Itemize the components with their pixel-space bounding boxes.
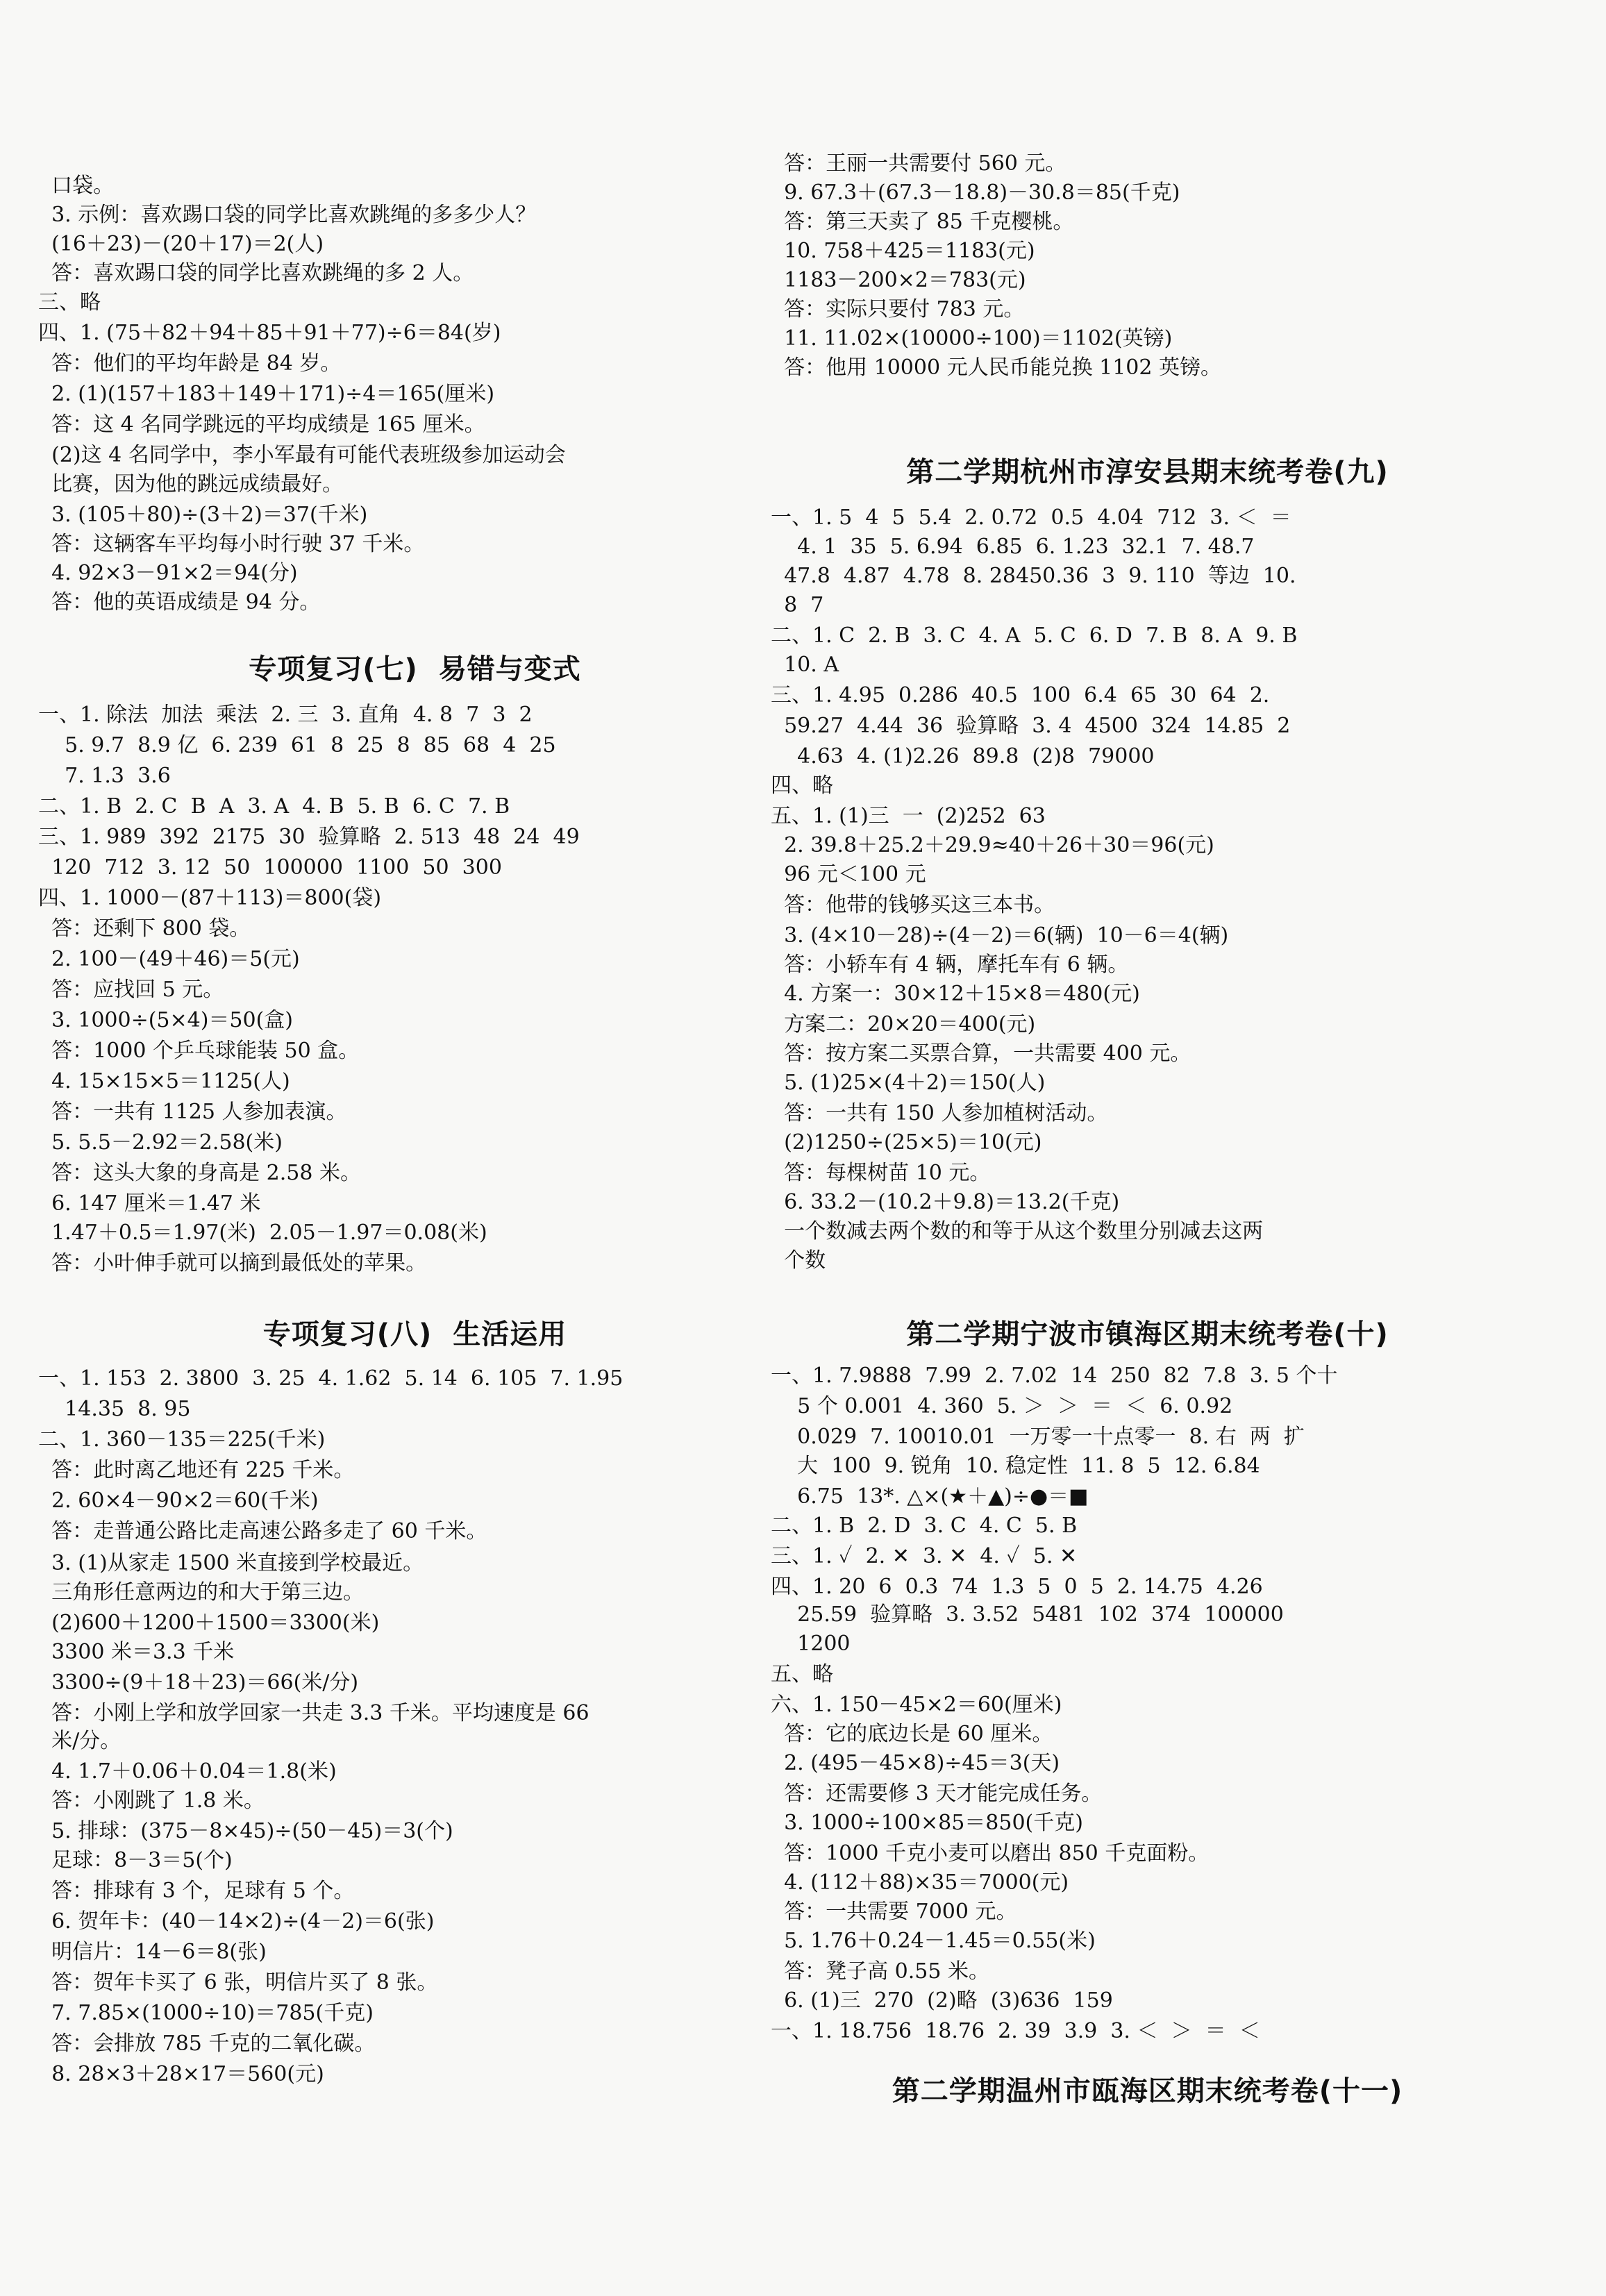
right-answer-line: 5. 1.76＋0.24－1.45＝0.55(米)	[771, 1929, 1096, 1953]
left-answer-line: 答：他们的平均年龄是 84 岁。	[38, 351, 342, 376]
right-answer-line: 答：第三天卖了 85 千克樱桃。	[771, 210, 1074, 234]
left-answer-line: 三、略	[38, 290, 101, 315]
right-answer-line: 4.63 4. (1)2.26 89.8 (2)8 79000	[771, 744, 1155, 769]
right-section-heading: 第二学期杭州市淳安县期末统考卷(九)	[906, 456, 1389, 488]
right-answer-line: 答：一共需要 7000 元。	[771, 1900, 1017, 1924]
left-answer-line: 5. 5.5－2.92＝2.58(米)	[38, 1130, 283, 1155]
right-answer-line: 三、1. 4.95 0.286 40.5 100 6.4 65 30 64 2.	[771, 683, 1270, 707]
left-answer-line: 4. 15×15×5＝1125(人)	[38, 1069, 290, 1093]
left-answer-line: 5. 9.7 8.9 亿 6. 239 61 8 25 8 85 68 4 25	[38, 733, 556, 757]
right-answer-line: 0.029 7. 10010.01 一万零一十点零一 8. 右 两 扩	[771, 1425, 1305, 1449]
right-answer-line: (2)1250÷(25×5)＝10(元)	[771, 1130, 1042, 1155]
right-answer-line: 25.59 验算略 3. 3.52 5481 102 374 100000	[771, 1602, 1284, 1627]
right-answer-line: 四、略	[771, 773, 833, 798]
left-answer-line: 2. (1)(157＋183＋149＋171)÷4＝165(厘米)	[38, 382, 495, 406]
left-answer-line: 一、1. 除法 加法 乘法 2. 三 3. 直角 4. 8 7 3 2	[38, 703, 533, 727]
left-answer-line: 3. 示例：喜欢踢口袋的同学比喜欢跳绳的多多少人？	[38, 203, 537, 227]
left-answer-line: 答：他的英语成绩是 94 分。	[38, 590, 321, 614]
right-answer-line: 答：他带的钱够买这三本书。	[771, 893, 1055, 917]
left-answer-line: 二、1. B 2. C B A 3. A 4. B 5. B 6. C 7. B	[38, 794, 510, 819]
right-answer-line: 10. A	[771, 653, 839, 677]
left-answer-line: 8. 28×3＋28×17＝560(元)	[38, 2062, 324, 2086]
right-answer-line: 个数	[771, 1248, 826, 1273]
right-answer-line: 六、1. 150－45×2＝60(厘米)	[771, 1693, 1062, 1717]
right-answer-line: 答：王丽一共需要付 560 元。	[771, 151, 1067, 176]
left-answer-line: 米/分。	[38, 1729, 122, 1753]
right-answer-line: 方案二：20×20＝400(元)	[771, 1012, 1036, 1037]
right-answer-line: 答：凳子高 0.55 米。	[771, 1959, 989, 1984]
right-answer-line: 大 100 9. 锐角 10. 稳定性 11. 8 5 12. 6.84	[771, 1454, 1260, 1478]
left-answer-line: 14.35 8. 95	[38, 1397, 191, 1421]
right-answer-line: 答：还需要修 3 天才能完成任务。	[771, 1782, 1103, 1806]
right-answer-line: 4. 1 35 5. 6.94 6.85 6. 1.23 32.1 7. 48.7	[771, 535, 1255, 559]
right-answer-line: 3. 1000÷100×85＝850(千克)	[771, 1811, 1083, 1835]
left-answer-line: 7. 1.3 3.6	[38, 764, 171, 788]
right-answer-line: 答：它的底边长是 60 厘米。	[771, 1722, 1053, 1746]
left-answer-line: 答：还剩下 800 袋。	[38, 916, 251, 941]
left-answer-line: 6. 贺年卡：(40－14×2)÷(4－2)＝6(张)	[38, 1909, 435, 1934]
left-answer-line: 答：1000 个乒乓球能装 50 盒。	[38, 1039, 360, 1063]
right-answer-line: 9. 67.3＋(67.3－18.8)－30.8＝85(千克)	[771, 181, 1180, 205]
left-answer-line: 四、1. (75＋82＋94＋85＋91＋77)÷6＝84(岁)	[38, 321, 501, 345]
left-answer-line: 答：走普通公路比走高速公路多走了 60 千米。	[38, 1519, 487, 1543]
left-answer-line: 四、1. 1000－(87＋113)＝800(袋)	[38, 886, 382, 910]
right-answer-line: 答：实际只要付 783 元。	[771, 297, 1025, 321]
right-answer-line: 答：他用 10000 元人民币能兑换 1102 英镑。	[771, 355, 1221, 380]
left-answer-line: 3300 米＝3.3 千米	[38, 1640, 235, 1664]
left-answer-line: (2)这 4 名同学中，李小军最有可能代表班级参加运动会	[38, 443, 566, 467]
left-answer-line: 答：应找回 5 元。	[38, 978, 224, 1002]
left-section-heading: 专项复习(八) 生活运用	[262, 1318, 567, 1350]
left-answer-line: 5. 排球：(375－8×45)÷(50－45)＝3(个)	[38, 1819, 453, 1843]
left-answer-line: 3. (105＋80)÷(3＋2)＝37(千米)	[38, 503, 368, 527]
left-section-heading: 专项复习(七) 易错与变式	[249, 653, 581, 685]
left-answer-line: 4. 92×3－91×2＝94(分)	[38, 561, 298, 585]
right-answer-line: 二、1. B 2. D 3. C 4. C 5. B	[771, 1514, 1078, 1538]
right-answer-line: 2. (495－45×8)÷45＝3(天)	[771, 1751, 1060, 1775]
right-answer-line: 答：1000 千克小麦可以磨出 850 千克面粉。	[771, 1841, 1210, 1866]
right-answer-line: 答：小轿车有 4 辆，摩托车有 6 辆。	[771, 953, 1129, 977]
left-answer-line: 答：这头大象的身高是 2.58 米。	[38, 1161, 361, 1185]
right-answer-line: 答：一共有 150 人参加植树活动。	[771, 1101, 1108, 1125]
right-answer-line: 1200	[771, 1632, 851, 1656]
left-answer-line: 答：一共有 1125 人参加表演。	[38, 1100, 347, 1124]
left-answer-line: 7. 7.85×(1000÷10)＝785(千克)	[38, 2001, 374, 2025]
right-answer-line: 5 个 0.001 4. 360 5. ＞ ＞ ＝ ＜ 6. 0.92	[771, 1394, 1233, 1418]
left-answer-line: 3300÷(9＋18＋23)＝66(米/分)	[38, 1670, 359, 1695]
left-answer-line: 答：喜欢踢口袋的同学比喜欢跳绳的多 2 人。	[38, 261, 474, 285]
right-section-heading: 第二学期温州市瓯海区期末统考卷(十一)	[892, 2075, 1403, 2107]
left-answer-line: 答：会排放 785 千克的二氧化碳。	[38, 2031, 376, 2056]
right-answer-line: 四、1. 20 6 0.3 74 1.3 5 0 5 2. 14.75 4.26	[771, 1575, 1263, 1599]
left-answer-line: 三、1. 989 392 2175 30 验算略 2. 513 48 24 49	[38, 825, 580, 849]
right-section-heading: 第二学期宁波市镇海区期末统考卷(十)	[906, 1318, 1389, 1350]
left-answer-line: 三角形任意两边的和大于第三边。	[38, 1580, 365, 1604]
left-answer-line: 口袋。	[38, 174, 115, 198]
left-answer-line: 3. 1000÷(5×4)＝50(盒)	[38, 1008, 294, 1032]
right-answer-line: 5. (1)25×(4＋2)＝150(人)	[771, 1071, 1046, 1095]
right-answer-line: 96 元＜100 元	[771, 862, 926, 887]
right-answer-line: 一个数减去两个数的和等于从这个数里分别减去这两	[771, 1219, 1264, 1243]
left-answer-line: 一、1. 153 2. 3800 3. 25 4. 1.62 5. 14 6. 105 7. 1.95	[38, 1366, 624, 1391]
right-answer-line: 答：按方案二买票合算，一共需要 400 元。	[771, 1041, 1191, 1066]
right-answer-line: 五、略	[771, 1662, 833, 1686]
right-answer-line: 1183－200×2＝783(元)	[771, 268, 1026, 292]
right-answer-line: 三、1. ✓ 2. ✕ 3. ✕ 4. ✓ 5. ✕	[771, 1544, 1078, 1568]
right-answer-line: 答：每棵树苗 10 元。	[771, 1161, 991, 1185]
left-answer-line: 4. 1.7＋0.06＋0.04＝1.8(米)	[38, 1759, 337, 1784]
left-answer-line: 足球：8－3＝5(个)	[38, 1848, 233, 1872]
right-answer-line: 一、1. 18.756 18.76 2. 39 3.9 3. ＜ ＞ ＝ ＜	[771, 2019, 1260, 2043]
left-answer-line: 3. (1)从家走 1500 米直接到学校最近。	[38, 1551, 424, 1575]
left-answer-line: 答：此时离乙地还有 225 千米。	[38, 1458, 355, 1482]
left-answer-line: 答：小刚上学和放学回家一共走 3.3 千米。平均速度是 66	[38, 1701, 589, 1725]
right-answer-line: 6. (1)三 270 (2)略 (3)636 159	[771, 1988, 1113, 2013]
left-answer-line: 答：小叶伸手就可以摘到最低处的苹果。	[38, 1251, 427, 1275]
right-answer-line: 11. 11.02×(10000÷100)＝1102(英镑)	[771, 326, 1173, 351]
left-answer-line: (16＋23)－(20＋17)＝2(人)	[38, 232, 324, 256]
right-answer-line: 3. (4×10－28)÷(4－2)＝6(辆) 10－6＝4(辆)	[771, 923, 1229, 948]
left-answer-line: 二、1. 360－135＝225(千米)	[38, 1427, 326, 1452]
right-answer-line: 4. (112＋88)×35＝7000(元)	[771, 1870, 1069, 1895]
left-answer-line: 1.47＋0.5＝1.97(米) 2.05－1.97＝0.08(米)	[38, 1221, 487, 1245]
left-answer-line: (2)600＋1200＋1500＝3300(米)	[38, 1611, 380, 1635]
left-answer-line: 2. 60×4－90×2＝60(千米)	[38, 1489, 319, 1513]
left-answer-line: 答：这辆客车平均每小时行驶 37 千米。	[38, 532, 425, 556]
left-answer-line: 答：排球有 3 个，足球有 5 个。	[38, 1879, 355, 1903]
left-answer-line: 2. 100－(49＋46)＝5(元)	[38, 947, 300, 971]
right-answer-line: 4. 方案一：30×12＋15×8＝480(元)	[771, 982, 1140, 1006]
right-answer-line: 6. 33.2－(10.2＋9.8)＝13.2(千克)	[771, 1190, 1120, 1214]
right-answer-line: 6.75 13*. △×(★＋▲)÷●＝■	[771, 1484, 1089, 1509]
right-answer-line: 8 7	[771, 593, 824, 617]
right-answer-line: 二、1. C 2. B 3. C 4. A 5. C 6. D 7. B 8. A 9. B	[771, 623, 1298, 648]
right-answer-line: 一、1. 7.9888 7.99 2. 7.02 14 250 82 7.8 3. 5 个十	[771, 1364, 1338, 1388]
right-answer-line: 五、1. (1)三 一 (2)252 63	[771, 804, 1046, 828]
left-answer-line: 明信片：14－6＝8(张)	[38, 1940, 267, 1964]
right-answer-line: 47.8 4.87 4.78 8. 28450.36 3 9. 110 等边 10.	[771, 564, 1296, 588]
left-answer-line: 120 712 3. 12 50 100000 1100 50 300	[38, 855, 502, 880]
right-answer-line: 一、1. 5 4 5 5.4 2. 0.72 0.5 4.04 712 3. ＜ ＝	[771, 505, 1291, 530]
left-answer-line: 6. 147 厘米＝1.47 米	[38, 1191, 261, 1216]
right-answer-line: 2. 39.8＋25.2＋29.9≈40＋26＋30＝96(元)	[771, 833, 1214, 857]
left-answer-line: 答：小刚跳了 1.8 米。	[38, 1788, 265, 1813]
left-answer-line: 答：贺年卡买了 6 张，明信片买了 8 张。	[38, 1970, 438, 1995]
left-answer-line: 比赛，因为他的跳远成绩最好。	[38, 472, 344, 496]
right-answer-line: 10. 758＋425＝1183(元)	[771, 239, 1035, 263]
right-answer-line: 59.27 4.44 36 验算略 3. 4 4500 324 14.85 2	[771, 714, 1291, 738]
left-answer-line: 答：这 4 名同学跳远的平均成绩是 165 厘米。	[38, 412, 485, 437]
